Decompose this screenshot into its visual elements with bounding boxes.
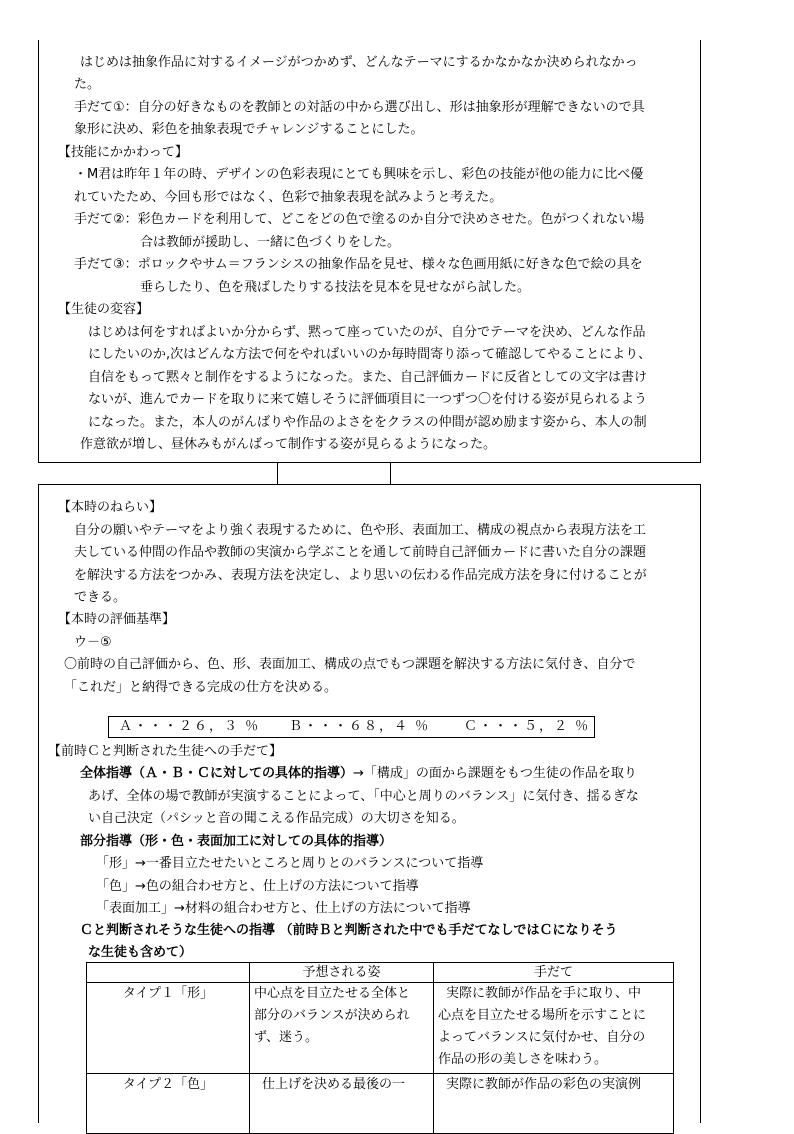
partial-guidance-label: 部分指導（形・色・表面加工に対しての具体的指導） (80, 834, 393, 849)
table-cell-expected (250, 1074, 434, 1134)
table-cell-expected (250, 983, 434, 1074)
cell-line: 作品の形の美しさを味わう。 (438, 1052, 608, 1067)
section-heading: 【技能にかかわって】 (58, 145, 188, 160)
text-line: 手だて①：自分の好きなものを教師との対話の中から選び出し、形は抽象形が理解できないので具 (74, 100, 645, 115)
measure-line: 「形」→一番目立たせたいところと周りとのバランスについて指導 (96, 856, 484, 871)
cell-line: 仕上げを決める最後の一 (262, 1077, 406, 1092)
table-header-cell: 手だて (434, 963, 674, 983)
text-line: 自信をもって黙々と制作をするようになった。また、自己評価カードに反省としての文字は書け (88, 370, 648, 385)
section-heading: 【生徒の変容】 (58, 302, 150, 317)
text-line: ないが、進んでカードを取りに来て嬉しそうに評価項目に一つずつ〇を付ける姿が見られるよう (88, 392, 648, 407)
c-student-guidance-label: Ｃと判断されそうな生徒への指導 （前時Ｂと判断された中でも手だてなしではＣになりそう (80, 923, 618, 938)
cell-line: 実際に教師が作品の彩色の実演例 (446, 1077, 642, 1092)
cell-line: 実際に教師が作品を手に取り、中 (446, 986, 642, 1001)
text-line: はじめは何をすればよいか分からず、黙って座っていたのが、自分でテーマを決め、どんな作品 (88, 325, 646, 340)
overall-guidance-text: →「構成」の面から課題をもつ生徒の作品を取り (353, 766, 637, 781)
measure-line: 「色」→色の組合わせ方と、仕上げの方法について指導 (96, 879, 419, 894)
text-line: 「これだ」と納得できる完成の仕方を決める。 (64, 680, 338, 695)
connector-line-right (390, 462, 391, 484)
table-cell-measure (434, 1074, 674, 1134)
stat-a: Ａ・・・２６，３ ％ (119, 719, 261, 734)
cell-line: 部分のバランスが決められ (254, 1008, 410, 1023)
text-line: 作意欲が増し、昼休みもがんばって制作する姿が見らるようになった。 (80, 437, 497, 452)
type-label: タイプ２「色」 (122, 1077, 214, 1092)
section-heading: 【前時Ｃと判断された生徒への手だて】 (48, 744, 283, 759)
text-line: 象形に決め、彩色を抽象表現でチャレンジすることにした。 (74, 122, 424, 137)
table-row (87, 983, 674, 1074)
text-line: た。 (74, 77, 101, 92)
cell-line: ず、迷う。 (254, 1030, 318, 1045)
measure-line (80, 763, 637, 786)
cell-line: よってバランスに気付かせ、自分の (438, 1030, 646, 1045)
measure-line: い自己決定（パシッと音の聞こえる作品完成）の大切さを知る。 (88, 811, 465, 826)
table-header-row (87, 963, 674, 983)
text-line: 〇前時の自己評価から、色、形、表面加工、構成の点でもつ課題を解決する方法に気付き、自分で (64, 657, 636, 672)
text-line: はじめは抽象作品に対するイメージがつかめず、どんなテーマにするかなかなか決められなかっ (80, 55, 638, 70)
text-line: 夫している仲間の作品や教師の実演から学ぶことを通して前時自己評価カードに書いた自分の課題 (74, 545, 647, 560)
text-line: 手だて③：ポロックやサム＝フランシスの抽象作品を見せ、様々な色画用紙に好きな色で絵の具を (74, 257, 643, 272)
connector-line-left (277, 462, 278, 484)
stat-c: Ｃ・・・５，２ ％ (464, 719, 591, 734)
table-cell-type (87, 983, 250, 1074)
text-line: ウ－⑤ (74, 635, 112, 650)
table-header-cell (87, 963, 250, 983)
text-line: れていたため、今回も形ではなく、色彩で抽象表現を試みようと考えた。 (74, 190, 503, 205)
type-label: タイプ１「形」 (122, 986, 214, 1001)
table-cell-type (87, 1074, 250, 1134)
table-header-cell: 予想される姿 (250, 963, 434, 983)
guidance-table (86, 962, 674, 1134)
text-line: 手だて②：彩色カードを利用して、どこをどの色で塗るのか自分で決めさせた。色がつくれない場 (74, 212, 645, 227)
measure-line: 「表面加工」→材料の組合わせ方と、仕上げの方法について指導 (96, 901, 471, 916)
evaluation-stats-box (108, 716, 595, 738)
text-line: 自分の願いやテーマをより強く表現するために、色や形、表面加工、構成の視点から表現方法を工 (74, 523, 647, 538)
text-line: 合は教師が援助し、一緒に色づくりをした。 (140, 235, 401, 250)
section-heading: 【本時のねらい】 (58, 500, 163, 515)
text-line: になった。また，本人のがんばりや作品のよさををクラスの仲間が認め励ます姿から、本人の制 (88, 415, 647, 430)
stat-b: Ｂ・・・６８，４ ％ (289, 719, 431, 734)
cell-line: 中心点を目立たせる全体と (254, 986, 411, 1001)
text-line: ・M君は昨年１年の時、デザインの色彩表現にとても興味を示し、彩色の技能が他の能力に比べ優 (74, 167, 644, 182)
section-heading: 【本時の評価基準】 (58, 612, 176, 627)
measure-line: あげ、全体の場で教師が実演することによって、「中心と周りのバランス」に気付き、揺るぎな (88, 789, 639, 804)
table-row (87, 1074, 674, 1134)
c-student-guidance-label-cont: な生徒も含めて） (88, 945, 193, 960)
text-line: 垂らしたり、色を飛ばしたりする技法を見本を見せながら試した。 (140, 280, 531, 295)
table-cell-measure (434, 983, 674, 1074)
text-line: にしたいのか,次はどんな方法で何をやればいいのか毎時間寄り添って確認してやることにより、 (88, 347, 652, 362)
text-line: できる。 (74, 590, 127, 605)
overall-guidance-label: 全体指導（Ａ・Ｂ・Ｃに対しての具体的指導） (80, 766, 354, 781)
text-line: を解決する方法をつかみ、表現方法を決定し、より思いの伝わる作品完成方法を身に付けることが (74, 568, 647, 583)
cell-line: 心点を目立たせる場所を示すことに (438, 1008, 647, 1023)
